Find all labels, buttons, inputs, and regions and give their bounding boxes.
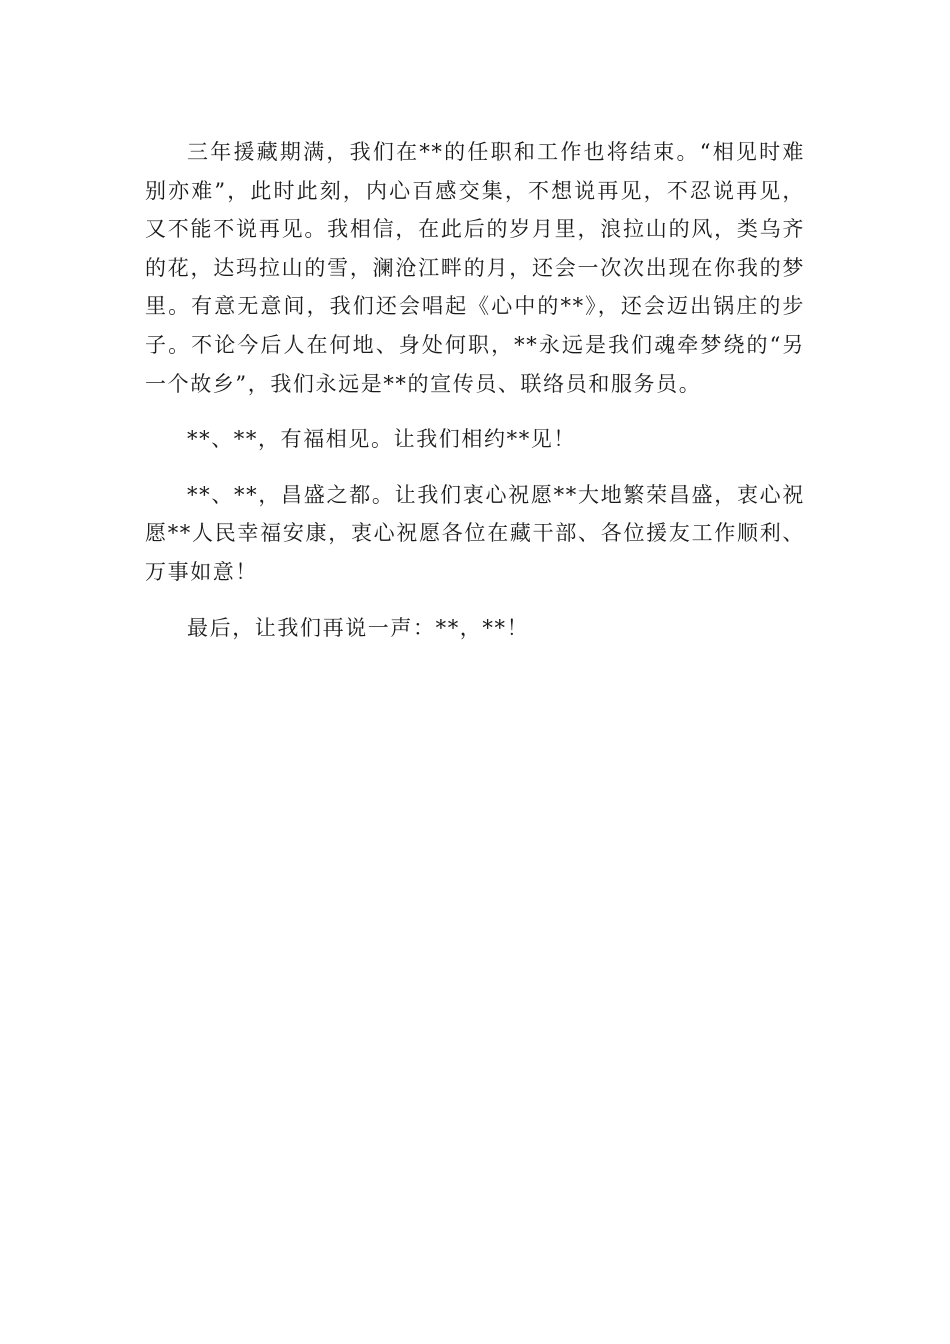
document-body [145, 133, 805, 647]
paragraph-blessings: **、**，昌盛之都。让我们衷心祝愿**大地繁荣昌盛，衷心祝愿**人民幸福安康，衷心祝愿各位在藏干部、各位援友工作顺利、万事如意！ [145, 482, 805, 584]
paragraph-closing: 最后，让我们再说一声：**，**！ [187, 615, 530, 640]
paragraph-farewell: 三年援藏期满，我们在**的任职和工作也将结束。“相见时难别亦难”，此时此刻，内心百感交集，不想说再见，不忍说再见，又不能不说再见。我相信，在此后的岁月里，浪拉山的风，类乌齐的花，达玛拉山的雪，澜沧江畔的月，还会一次次出现在你我的梦里。有意无意间，我们还会唱起《心中的**》，还会迈出锅庄的步子。不论今后人在何地、身处何职，**永远是我们魂牵梦绕的“另一个故乡”，我们永远是**的宣传员、联络员和服务员。 [145, 140, 805, 396]
paragraph-meet-again: **、**，有福相见。让我们相约**见！ [187, 427, 576, 452]
